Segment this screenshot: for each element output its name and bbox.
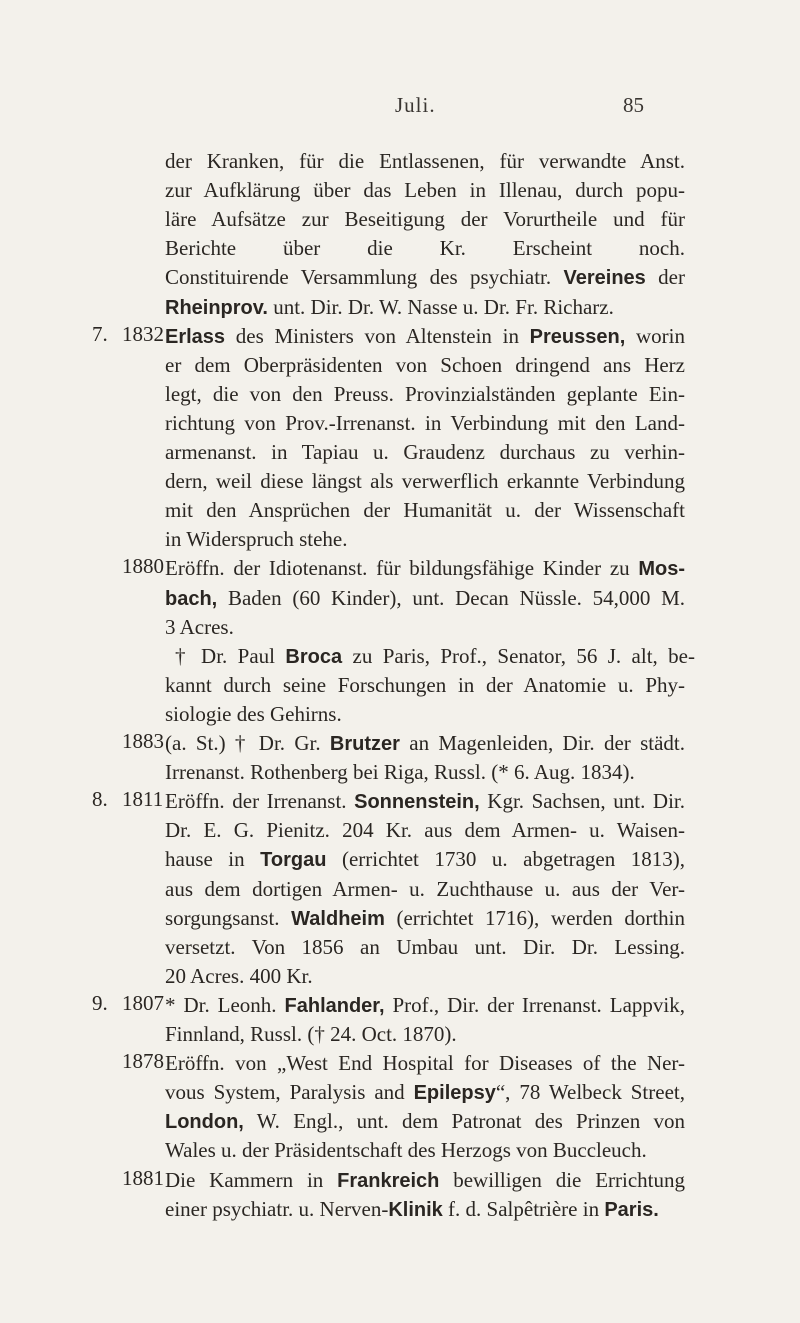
text-run: sorgungsanst. xyxy=(165,905,292,930)
running-header xyxy=(0,93,800,123)
text-run: der xyxy=(645,265,685,290)
line-text xyxy=(165,496,685,525)
bold-term: Sonnenstein, xyxy=(354,791,480,814)
text-run: 20 Acres. 400 Kr. xyxy=(165,963,313,988)
line-text xyxy=(165,1020,685,1049)
bold-term: Broca xyxy=(285,645,343,668)
year-label: 1811 xyxy=(122,787,164,812)
year-label: 1832 xyxy=(122,321,164,346)
day-number: 7. xyxy=(92,321,108,346)
text-run: versetzt. Von 1856 an Umbau unt. Dir. Dr. Lessing. xyxy=(165,934,685,959)
text-run: Baden (60 Kinder), unt. Decan Nüssle. 54,000 M. xyxy=(217,585,685,610)
line-text xyxy=(165,438,685,467)
text-run: † Dr. Paul xyxy=(175,643,286,668)
text-run: mit den Ansprüchen der Humanität u. der Wissenschaft xyxy=(165,498,685,523)
text-run: 3 Acres. xyxy=(165,614,234,639)
text-run: der Kranken, für die Entlassenen, für verwandte Anst. xyxy=(165,149,685,173)
line-text xyxy=(165,671,685,700)
line-text xyxy=(165,176,685,205)
year-label: 1883 xyxy=(122,729,164,753)
bold-term: Torgau xyxy=(260,849,327,872)
line-text xyxy=(165,409,685,438)
year-label: 1881 xyxy=(122,1165,164,1190)
text-run: an Magenleiden, Dir. der städt. xyxy=(399,731,685,755)
bold-term: Vereines xyxy=(563,267,646,290)
line-text xyxy=(165,700,685,729)
line-text xyxy=(165,322,685,352)
year-label: 1807 xyxy=(122,990,164,1015)
line-text xyxy=(165,380,685,409)
day-number: 9. xyxy=(92,990,108,1015)
line-text xyxy=(165,613,685,642)
line-text xyxy=(165,758,685,787)
text-run: in Widerspruch stehe. xyxy=(165,527,348,552)
text-run: Wales u. der Präsidentschaft des Herzogs von Buccleuch. xyxy=(165,1138,647,1163)
text-run: worin xyxy=(625,323,685,348)
bold-term: Fahlander, xyxy=(284,994,385,1017)
text-run: (errichtet 1716), werden dorthin xyxy=(384,905,685,930)
text-run: Irrenanst. Rothenberg bei Riga, Russl. (* 6. Aug. 1834). xyxy=(165,760,635,785)
text-run: “, 78 Welbeck Street, xyxy=(495,1080,685,1105)
bold-term: Klinik xyxy=(388,1198,443,1221)
text-run: Eröffn. von „West End Hospital for Diseases of the Ner- xyxy=(165,1051,685,1076)
text-run: läre Aufsätze zur Beseitigung der Vorurtheile und für xyxy=(165,207,685,232)
line-text xyxy=(165,293,685,323)
line-text xyxy=(165,642,695,672)
text-run: siologie des Gehirns. xyxy=(165,701,342,726)
line-text xyxy=(165,351,685,380)
text-run: Die Kammern in xyxy=(165,1167,338,1192)
text-run: armenanst. in Tapiau u. Graudenz durchaus zu verhin- xyxy=(165,440,685,464)
text-run: Eröffn. der Irrenanst. xyxy=(165,789,355,814)
text-run: unt. Dir. Dr. W. Nasse u. Dr. Fr. Richarz. xyxy=(267,294,614,319)
day-number: 8. xyxy=(92,787,108,812)
line-text xyxy=(165,787,685,817)
line-text xyxy=(165,1049,685,1078)
header-month: Juli. xyxy=(395,93,436,117)
text-run: des Ministers von Altenstein in xyxy=(225,323,530,348)
text-run: kannt durch seine Forschungen in der Anatomie u. Phy- xyxy=(165,672,685,697)
line-text xyxy=(165,234,685,263)
bold-term: Rheinprov. xyxy=(165,296,268,319)
bold-term: Preussen, xyxy=(529,325,626,348)
text-run: Prof., Dir. der Irrenanst. Lappvik, xyxy=(384,992,685,1017)
text-run: Dr. E. G. Pienitz. 204 Kr. aus dem Armen- u. Waisen- xyxy=(165,818,685,843)
line-text xyxy=(165,845,685,875)
line-text xyxy=(165,875,685,904)
text-run: einer psychiatr. u. Nerven- xyxy=(165,1196,389,1221)
text-run: Kgr. Sachsen, unt. Dir. xyxy=(479,789,686,814)
text-run: Finnland, Russl. († 24. Oct. 1870). xyxy=(165,1022,457,1046)
line-text xyxy=(165,147,685,176)
line-text xyxy=(165,1166,685,1196)
text-run: W. Engl., unt. dem Patronat des Prinzen von xyxy=(243,1109,685,1134)
text-run: richtung von Prov.-Irrenanst. in Verbindung mit den Land- xyxy=(165,410,685,435)
line-text xyxy=(165,525,685,554)
line-text xyxy=(165,904,685,934)
line-text xyxy=(165,1078,685,1108)
text-run: * Dr. Leonh. xyxy=(165,992,285,1017)
year-label: 1880 xyxy=(122,554,164,579)
text-run: Constituirende Versammlung des psychiatr. xyxy=(165,265,564,290)
page-number: 85 xyxy=(623,93,644,117)
line-text xyxy=(165,554,685,584)
text-run: bewilligen die Errichtung xyxy=(439,1167,685,1192)
text-run: zur Aufklärung über das Leben in Illenau, durch popu- xyxy=(165,178,685,203)
bold-term: Frankreich xyxy=(337,1169,440,1192)
bold-term: Waldheim xyxy=(291,907,385,930)
text-run: Eröffn. der Idiotenanst. für bildungsfähige Kinder zu xyxy=(165,556,639,581)
year-label: 1878 xyxy=(122,1049,164,1074)
text-run: Berichte über die Kr. Erscheint noch. xyxy=(165,236,685,261)
bold-term: Erlass xyxy=(165,325,226,348)
bold-term: Mos- xyxy=(638,558,685,581)
bold-term: Paris. xyxy=(604,1198,659,1221)
text-run: zu Paris, Prof., Senator, 56 J. alt, be- xyxy=(342,643,695,668)
text-run: vous System, Paralysis and xyxy=(165,1080,414,1105)
line-text xyxy=(165,816,685,845)
line-text xyxy=(165,263,685,293)
bold-term: London, xyxy=(165,1111,244,1134)
text-run: (a. St.) † Dr. Gr. xyxy=(165,731,330,755)
text-run: legt, die von den Preuss. Provinzialständen geplante Ein- xyxy=(165,381,685,406)
line-text xyxy=(165,205,685,234)
text-run: (errichtet 1730 u. abgetragen 1813), xyxy=(326,847,685,872)
line-text xyxy=(165,991,685,1021)
text-run: f. d. Salpêtrière in xyxy=(442,1196,605,1221)
bold-term: Epilepsy xyxy=(413,1082,496,1105)
line-text xyxy=(165,467,685,496)
bold-term: Brutzer xyxy=(329,733,400,755)
text-run: hause in xyxy=(165,847,261,872)
line-text xyxy=(165,1195,685,1225)
line-text xyxy=(165,933,685,962)
text-run: er dem Oberpräsidenten von Schoen dringend ans Herz xyxy=(165,352,685,377)
text-run: dern, weil diese längst als verwerflich erkannte Verbindung xyxy=(165,469,685,494)
line-text xyxy=(165,584,685,614)
line-text xyxy=(165,1136,685,1165)
text-run: aus dem dortigen Armen- u. Zuchthause u. aus der Ver- xyxy=(165,876,685,901)
line-text xyxy=(165,962,685,991)
line-text xyxy=(165,729,685,759)
bold-term: bach, xyxy=(165,587,218,610)
line-text xyxy=(165,1107,685,1137)
